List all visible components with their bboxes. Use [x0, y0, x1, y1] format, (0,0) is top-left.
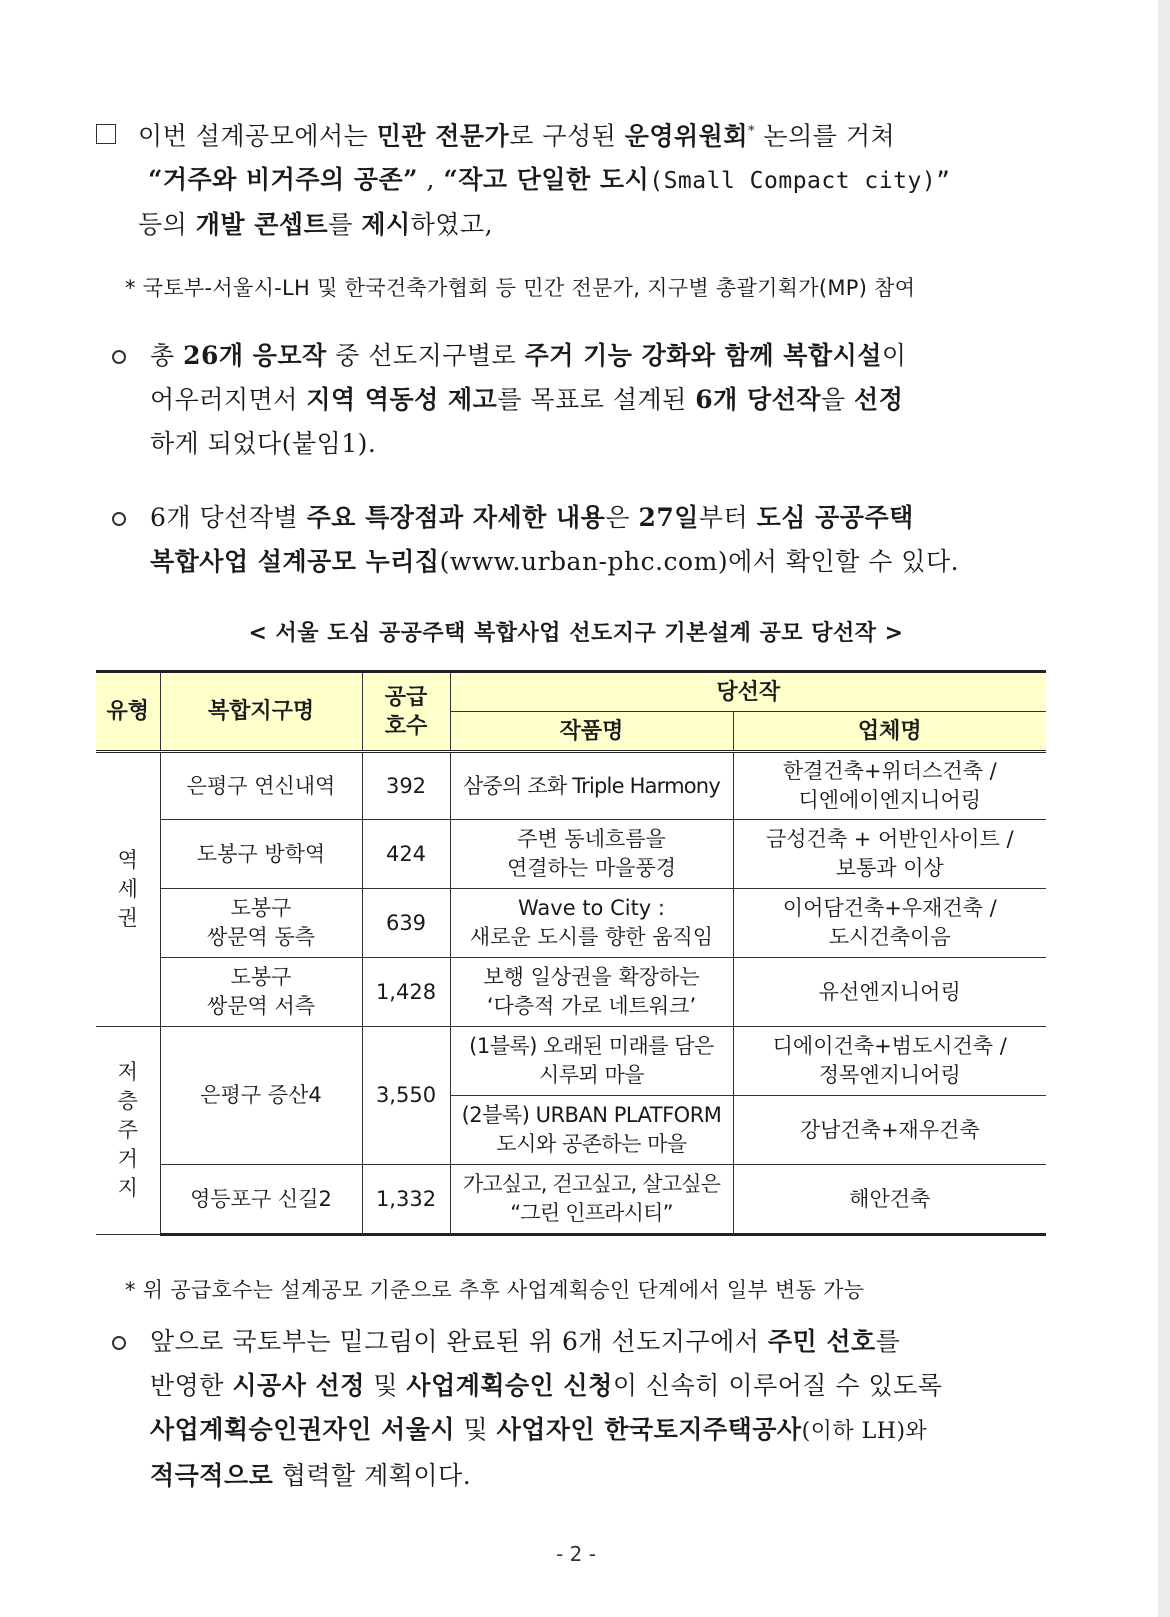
company-cell: 해안건축: [733, 1165, 1046, 1235]
company-cell: 이어담건축+우재건축 / 도시건축이음: [733, 889, 1046, 958]
winners-table: [96, 670, 1046, 1236]
circle-bullet-icon: [112, 512, 126, 526]
table-row: [96, 958, 1046, 1027]
district-cell: 도봉구 쌍문역 서측: [160, 958, 362, 1027]
supply-cell: 1,428: [362, 958, 450, 1027]
supply-cell: 639: [362, 889, 450, 958]
header-company: 업체명: [733, 712, 1046, 752]
district-cell: 은평구 연신내역: [160, 752, 362, 820]
header-supply: 공급 호수: [362, 672, 450, 752]
table-row: [96, 820, 1046, 889]
p3-line-1: 6개 당선작별 주요 특장점과 자세한 내용은 27일부터 도심 공공주택: [150, 503, 914, 532]
paragraph-1: [138, 110, 951, 247]
circle-bullet-icon: [112, 1336, 126, 1350]
square-bullet-icon: [96, 124, 116, 144]
circle-bullet-icon: [112, 350, 126, 364]
footnote-supply: * 위 공급호수는 설계공모 기준으로 추후 사업계획승인 단계에서 일부 변동 가능: [125, 1278, 865, 1302]
table-row: [96, 1027, 1046, 1096]
table-row: [96, 1165, 1046, 1235]
header-winner: 당선작: [450, 672, 1046, 712]
district-cell: 영등포구 신길2: [160, 1165, 362, 1235]
p1-line-1: 이번 설계공모에서는 민관 전문가로 구성된 운영위원회* 논의를 거쳐: [138, 121, 896, 151]
work-cell: 보행 일상권을 확장하는 ‘다층적 가로 네트워크’: [450, 958, 733, 1027]
paragraph-3: [150, 496, 959, 584]
p4-line-4: 적극적으로 협력할 계획이다.: [150, 1461, 472, 1490]
scrollbar[interactable]: [1158, 0, 1170, 1617]
work-cell: 가고싶고, 걷고싶고, 살고싶은 “그린 인프라시티”: [450, 1165, 733, 1235]
company-cell: 강남건축+재우건축: [733, 1096, 1046, 1165]
footnote-committee: * 국토부-서울시-LH 및 한국건축가협회 등 민간 전문가, 지구별 총괄기획가(MP) 참여: [125, 276, 916, 300]
p1-line-2: “거주와 비거주의 공존” , “작고 단일한 도시(Small Compact city)”: [148, 165, 951, 195]
p4-line-3: 사업계획승인권자인 서울시 및 사업자인 한국토지주택공사(이하 LH)와: [150, 1415, 928, 1444]
district-cell: 도봉구 방학역: [160, 820, 362, 889]
p4-line-2: 반영한 시공사 선정 및 사업계획승인 신청이 신속히 이루어질 수 있도록: [150, 1371, 943, 1400]
supply-cell: 1,332: [362, 1165, 450, 1235]
company-cell: 금성건축 + 어반인사이트 / 보통과 이상: [733, 820, 1046, 889]
company-cell: 한결건축+위더스건축 / 디엔에이엔지니어링: [733, 752, 1046, 820]
work-cell: 삼중의 조화 Triple Harmony: [450, 752, 733, 820]
company-cell: 디에이건축+범도시건축 / 정목엔지니어링: [733, 1027, 1046, 1096]
p4-line-1: 앞으로 국토부는 밑그림이 완료된 위 6개 선도지구에서 주민 선호를: [150, 1327, 901, 1356]
page-number: - 2 -: [556, 1542, 596, 1566]
supply-cell: 424: [362, 820, 450, 889]
header-work: 작품명: [450, 712, 733, 752]
table-row: [96, 752, 1046, 820]
supply-cell: 392: [362, 752, 450, 820]
paragraph-4: [150, 1320, 942, 1498]
work-cell: (1블록) 오래된 미래를 담은 시루뫼 마을: [450, 1027, 733, 1096]
header-type: 유형: [96, 672, 160, 752]
work-cell: 주변 동네흐름을 연결하는 마을풍경: [450, 820, 733, 889]
p2-line-3: 하게 되었다(붙임1).: [150, 429, 377, 458]
district-cell: 은평구 증산4: [160, 1027, 362, 1165]
work-cell: (2블록) URBAN PLATFORM 도시와 공존하는 마을: [450, 1096, 733, 1165]
p1-line-3: 등의 개발 콘셉트를 제시하였고,: [138, 210, 494, 240]
header-district: 복합지구명: [160, 672, 362, 752]
work-cell: Wave to City : 새로운 도시를 향한 움직임: [450, 889, 733, 958]
company-cell: 유선엔지니어링: [733, 958, 1046, 1027]
group-low-rise: 저 층 주 거 지: [96, 1027, 160, 1235]
district-cell: 도봉구 쌍문역 동측: [160, 889, 362, 958]
table-row: [96, 889, 1046, 958]
paragraph-2: [150, 334, 907, 466]
p2-line-2: 어우러지면서 지역 역동성 제고를 목표로 설계된 6개 당선작을 선정: [150, 385, 904, 414]
p2-line-1: 총 26개 응모작 중 선도지구별로 주거 기능 강화와 함께 복합시설이: [150, 341, 907, 370]
p3-line-2: 복합사업 설계공모 누리집(www.urban-phc.com)에서 확인할 수 있다.: [150, 547, 960, 576]
table-caption: < 서울 도심 공공주택 복합사업 선도지구 기본설계 공모 당선작 >: [248, 621, 904, 646]
supply-cell: 3,550: [362, 1027, 450, 1165]
group-station-area: 역 세 권: [96, 752, 160, 1027]
